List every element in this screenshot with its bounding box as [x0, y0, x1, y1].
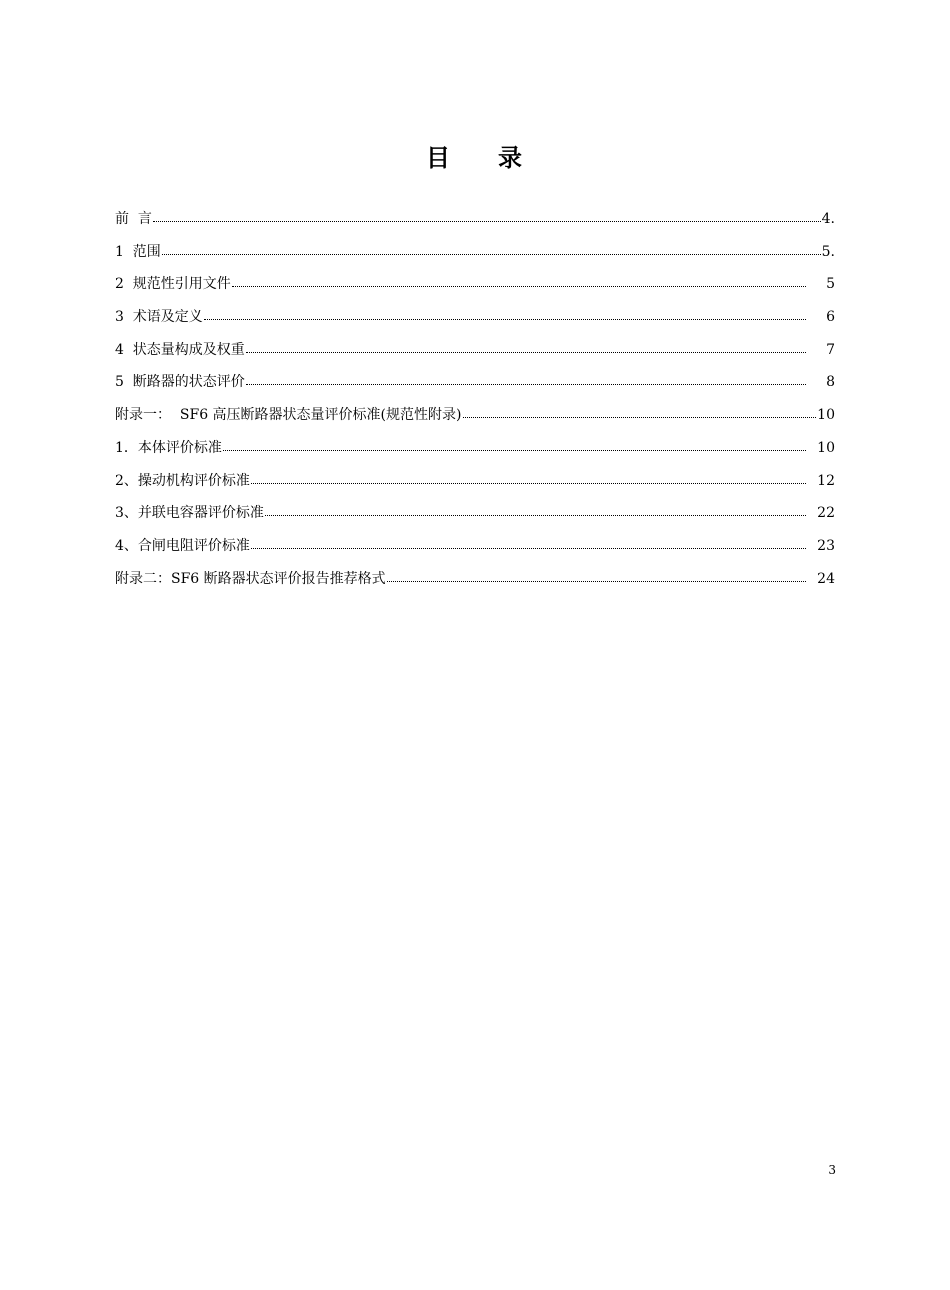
toc-leader [265, 503, 806, 517]
toc-title-char-1: 目 [426, 143, 452, 172]
toc-leader [153, 209, 821, 223]
toc-entry-label: 前 言 [115, 211, 152, 227]
toc-title [0, 138, 950, 173]
toc-leader [246, 340, 806, 354]
toc-entry[interactable] [115, 240, 835, 273]
toc-entry-label: 4 状态量构成及权重 [115, 341, 245, 358]
toc-entry[interactable] [115, 370, 835, 403]
toc-leader [251, 536, 806, 550]
toc-entry-label: 2、操动机构评价标准 [115, 472, 250, 489]
toc-entry[interactable] [115, 305, 835, 338]
toc-leader [162, 242, 821, 256]
toc-entry-label: 3、并联电容器评价标准 [115, 505, 264, 522]
page-number: 3 [828, 1163, 836, 1177]
toc-leader [463, 405, 817, 419]
toc-leader [246, 372, 806, 386]
toc-entry[interactable] [115, 567, 835, 600]
toc-entry-label: 1．本体评价标准 [115, 439, 222, 456]
toc-entry-page: 5 [826, 276, 835, 293]
toc-entry-label: 4、合闸电阻评价标准 [115, 537, 250, 554]
toc-list [115, 207, 835, 599]
toc-entry-page: 10 [817, 407, 835, 424]
toc-leader [204, 307, 806, 321]
toc-leader [387, 569, 806, 583]
toc-entry-label: 附录一： SF6 高压断路器状态量评价标准(规范性附录) [115, 407, 462, 424]
toc-leader [232, 274, 806, 288]
toc-entry-page: 7 [826, 341, 835, 358]
toc-entry-page: 12 [817, 472, 835, 489]
toc-entry-label: 附录二：SF6 断路器状态评价报告推荐格式 [115, 570, 386, 587]
toc-entry[interactable] [115, 501, 835, 534]
toc-entry-page: 8 [826, 374, 835, 391]
toc-entry-page: 4. [821, 211, 835, 227]
toc-leader [251, 471, 806, 485]
toc-title-char-2: 录 [498, 143, 524, 172]
toc-entry-page: 23 [817, 537, 835, 554]
toc-entry-page: 5. [821, 243, 835, 260]
toc-entry-page: 24 [817, 570, 835, 587]
toc-entry-page: 10 [817, 439, 835, 456]
toc-entry[interactable] [115, 272, 835, 305]
toc-leader [223, 438, 806, 452]
toc-entry-page: 22 [817, 505, 835, 522]
toc-entry[interactable] [115, 403, 835, 436]
toc-entry-page: 6 [826, 309, 835, 326]
toc-entry[interactable] [115, 338, 835, 371]
toc-entry-label: 2 规范性引用文件 [115, 276, 231, 293]
toc-entry[interactable] [115, 207, 835, 240]
toc-entry[interactable] [115, 469, 835, 502]
toc-entry[interactable] [115, 534, 835, 567]
toc-entry-label: 1 范围 [115, 243, 161, 260]
toc-entry-label: 5 断路器的状态评价 [115, 374, 245, 391]
toc-entry[interactable] [115, 436, 835, 469]
toc-entry-label: 3 术语及定义 [115, 309, 203, 326]
